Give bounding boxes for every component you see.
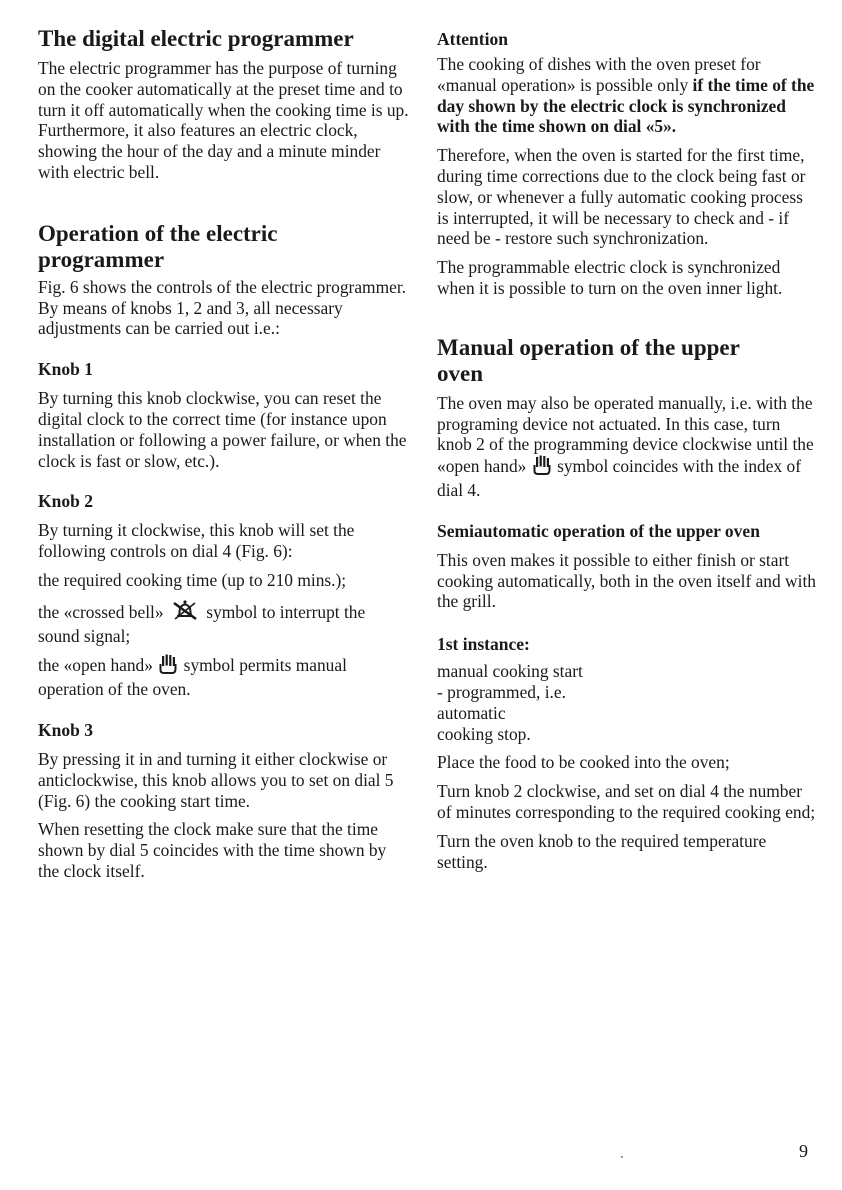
semiautomatic-heading: Semiautomatic operation of the upper oven bbox=[437, 520, 760, 541]
knob1-heading: Knob 1 bbox=[38, 359, 93, 380]
knob2-paragraph-3 bbox=[38, 599, 410, 647]
first-instance-line-3: automatic bbox=[437, 702, 506, 723]
manual-paragraph-1 bbox=[437, 393, 817, 501]
attention-p1-normal: The cooking of dishes with the oven preset for «manual operation» is possible only bbox=[437, 54, 761, 95]
open-hand-icon bbox=[533, 455, 551, 480]
intro-paragraph-1: The electric programmer has the purpose of turning on the cooker automatically at the preset time and to turn it off automatically when the cooking time is up. bbox=[38, 58, 409, 120]
first-instance-paragraph-2: Place the food to be cooked into the oven; bbox=[437, 752, 730, 773]
knob2-paragraph-1: By turning it clockwise, this knob will set the following controls on dial 4 (Fig. 6): bbox=[38, 520, 355, 562]
title-digital-programmer: The digital electric programmer bbox=[38, 26, 354, 51]
attention-heading: Attention bbox=[437, 29, 508, 49]
knob2-heading: Knob 2 bbox=[38, 491, 93, 512]
knob1-paragraph: By turning this knob clockwise, you can reset the digital clock to the correct time (for instance upon installation or following a power failure, or when the clock is fast or slow, etc.). bbox=[38, 388, 407, 471]
left-column bbox=[38, 26, 410, 882]
knob2-p4-after: symbol permits manual operation of the oven. bbox=[38, 655, 347, 700]
first-instance-line-4: cooking stop. bbox=[437, 723, 531, 744]
knob3-paragraph-2: When resetting the clock make sure that the time shown by dial 5 coincides with the time shown by the clock itself. bbox=[38, 819, 387, 881]
first-instance-paragraph-4: Turn the oven knob to the required temperature setting. bbox=[437, 830, 767, 872]
title-operation-line1: Operation of the electric bbox=[38, 220, 278, 246]
attention-paragraph-2: Therefore, when the oven is started for the first time, during time corrections due to the clock being fast or slow, or whenever a fully automatic cooking process is interrupted, it will be necessary to check and - if need be - restore such synchronization. bbox=[437, 145, 806, 249]
page-number: 9 bbox=[799, 1141, 808, 1161]
attention-p1-bold: if the time of the day shown by the electric clock is synchronized with the time shown on dial «5». bbox=[437, 74, 815, 137]
crossed-bell-icon bbox=[170, 599, 200, 626]
operation-paragraph-1: Fig. 6 shows the controls of the electric programmer. bbox=[38, 276, 407, 297]
first-instance-line-1: manual cooking start bbox=[437, 661, 583, 682]
first-instance-heading: 1st instance: bbox=[437, 634, 530, 655]
knob3-heading: Knob 3 bbox=[38, 719, 93, 740]
semiautomatic-paragraph: This oven makes it possible to either finish or start cooking automatically, both in the oven itself and with the grill. bbox=[437, 549, 816, 612]
open-hand-icon bbox=[159, 654, 177, 679]
intro-paragraph-2: Furthermore, it also features an electric clock, showing the hour of the day and a minute minder with electric bell. bbox=[38, 120, 381, 182]
manual-p1-after: symbol coincides with the index of dial 4. bbox=[437, 456, 801, 500]
operation-paragraph-2: By means of knobs 1, 2 and 3, all necessary adjustments can be carried out i.e.: bbox=[38, 297, 343, 339]
right-column bbox=[437, 26, 817, 872]
title-operation-line2: programmer bbox=[38, 246, 165, 272]
knob2-paragraph-2: the required cooking time (up to 210 mins.); bbox=[38, 569, 347, 590]
first-instance-line-2: - programmed, i.e. bbox=[437, 681, 566, 702]
manual-p1-before: The oven may also be operated manually, i.e. with the programing device not actuated. In this case, turn knob 2 of the programming device clockwise until the «open hand» bbox=[437, 392, 814, 477]
knob2-p3-after: symbol to interrupt the sound signal; bbox=[38, 601, 366, 646]
knob3-paragraph-1: By pressing it in and turning it either clockwise or anticlockwise, this knob allows you to set on dial 5 (Fig. 6) the cooking start time. bbox=[38, 748, 394, 811]
attention-paragraph-3: The programmable electric clock is synchronized when it is possible to turn on the oven inner light. bbox=[437, 257, 783, 298]
first-instance-paragraph-3: Turn knob 2 clockwise, and set on dial 4 the number of minutes corresponding to the required cooking end; bbox=[437, 781, 816, 822]
stray-dot bbox=[621, 1156, 623, 1158]
knob2-paragraph-4 bbox=[38, 654, 410, 700]
knob2-p3-before: the «crossed bell» bbox=[38, 601, 164, 622]
knob2-p4-before: the «open hand» bbox=[38, 655, 153, 676]
title-manual-line2: oven bbox=[437, 360, 483, 386]
title-manual-line1: Manual operation of the upper bbox=[437, 334, 740, 360]
attention-paragraph-1 bbox=[437, 54, 817, 137]
